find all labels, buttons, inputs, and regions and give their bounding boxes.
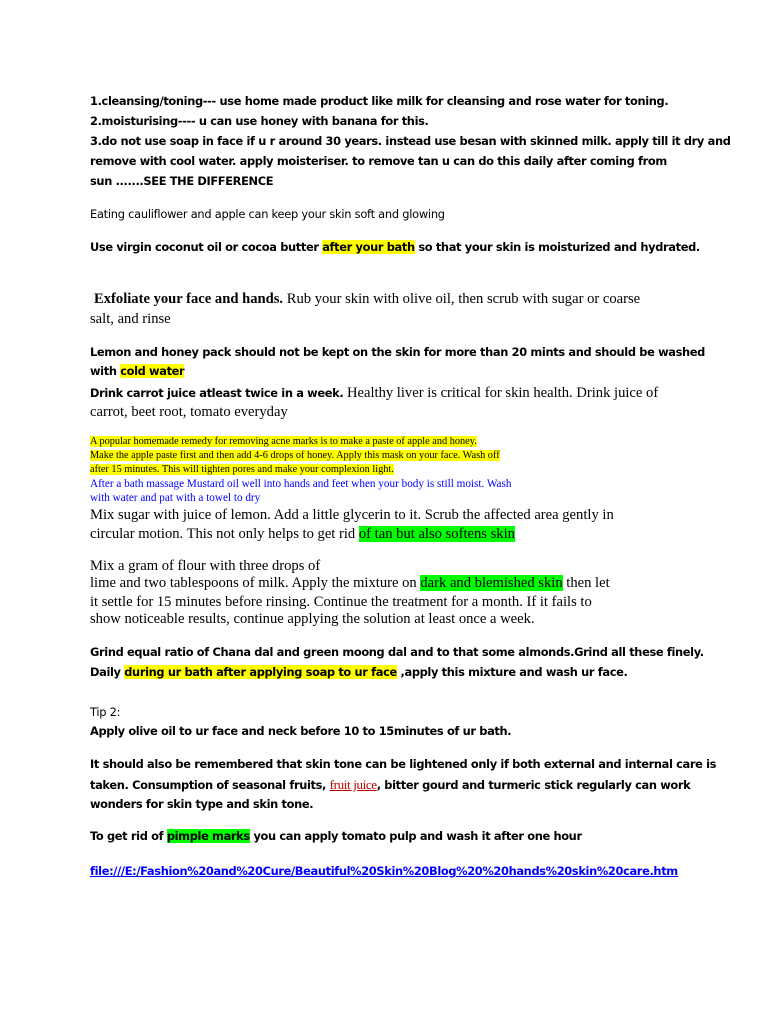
skin-tone-text-end: , bitter gourd and turmeric stick regularly can work [376, 778, 691, 792]
acne-highlight-1: A popular homemade remedy for removing acne marks is to make a paste of apple and honey. [90, 436, 477, 447]
tip-sugar-lemon-line1: Mix sugar with juice of lemon. Add a little glycerin to it. Scrub the affected area gently in [90, 507, 614, 523]
acne-highlight-3: after 15 minutes. This will tighten pores and make your complexion light. [90, 464, 394, 475]
file-link[interactable]: file:///E:/Fashion%20and%20Cure/Beautiful%20Skin%20Blog%20%20hands%20skin%20care.htm [90, 864, 678, 878]
tip-acne-line3 [90, 464, 394, 475]
sugar-lemon-text: circular motion. This not only helps to get rid [90, 526, 359, 542]
tip-flour-line3: it settle for 15 minutes before rinsing. Continue the treatment for a month. If it fails to [90, 594, 592, 610]
tip-exfoliate-line2: salt, and rinse [90, 311, 171, 327]
tip-carrot-line2: carrot, beet root, tomato everyday [90, 404, 288, 420]
tip-sugar-lemon-line2 [90, 526, 515, 543]
tip-mustard-line1: After a bath massage Mustard oil well into hands and feet when your body is still moist. Wash [90, 478, 512, 490]
coconut-text-end: so that your skin is moisturized and hydrated. [414, 240, 700, 254]
tip2-text: Apply olive oil to ur face and neck before 10 to 15minutes of ur bath. [90, 724, 512, 738]
tip-soap-line2: remove with cool water. apply moisteriser. to remove tan u can do this daily after coming from [90, 154, 667, 168]
tip-skin-tone-line1: It should also be remembered that skin tone can be lightened only if both external and internal care is [90, 757, 717, 771]
flour-text-start: lime and two tablespoons of milk. Apply the mixture on [90, 575, 421, 591]
tip-mustard-line2: with water and pat with a towel to dry [90, 492, 261, 504]
dal-highlight: during ur bath after applying soap to ur face [124, 665, 397, 679]
tip-lemon-honey-line2 [90, 364, 184, 378]
tip-skin-tone-line3: wonders for skin type and skin tone. [90, 797, 314, 811]
exfoliate-text: Rub your skin with olive oil, then scrub with sugar or coarse [283, 291, 641, 307]
flour-highlight: dark and blemished skin [420, 575, 563, 591]
tip-carrot-line1 [90, 384, 658, 402]
carrot-bold: Drink carrot juice atleast twice in a week. [90, 386, 344, 400]
tip-dal-line1: Grind equal ratio of Chana dal and green moong dal and to that some almonds.Grind all these finely. [90, 645, 704, 659]
coconut-highlight: after your bath [322, 240, 415, 254]
tip-skin-tone-line2 [90, 777, 690, 793]
tip-flour-line1: Mix a gram of flour with three drops of [90, 558, 321, 574]
lemon-honey-highlight: cold water [120, 364, 185, 378]
tip-dal-line2 [90, 665, 627, 679]
fruit-juice-link[interactable]: fruit juice [329, 777, 377, 792]
dal-text-start: Daily [90, 665, 125, 679]
lemon-honey-text: with [90, 364, 121, 378]
tip-soap-line1: 3.do not use soap in face if u r around 30 years. instead use besan with skinned milk. apply till it dry and [90, 134, 731, 148]
tip-flour-line2 [90, 575, 610, 592]
tip-pimple [90, 829, 582, 843]
coconut-text-start: Use virgin coconut oil or cocoa butter [90, 240, 323, 254]
tip-soap-line3: sun .......SEE THE DIFFERENCE [90, 174, 274, 188]
skin-tone-text-start: taken. Consumption of seasonal fruits, [90, 778, 330, 792]
pimple-text-start: To get rid of [90, 829, 167, 843]
tip2-label: Tip 2: [90, 705, 121, 719]
tip-cleansing: 1.cleansing/toning--- use home made product like milk for cleansing and rose water for toning. [90, 94, 669, 108]
tip-acne-line2 [90, 450, 500, 461]
dal-text-end: ,apply this mixture and wash ur face. [396, 665, 628, 679]
tip-moisturising: 2.moisturising---- u can use honey with banana for this. [90, 114, 429, 128]
tip-flour-line4: show noticeable results, continue applying the solution at least once a week. [90, 611, 535, 627]
tip-exfoliate-line1 [94, 291, 640, 308]
acne-highlight-2: Make the apple paste first and then add 4-6 drops of honey. Apply this mask on your face. Wash off [90, 450, 500, 461]
pimple-highlight: pimple marks [166, 829, 250, 843]
tip-cauliflower: Eating cauliflower and apple can keep your skin soft and glowing [90, 207, 445, 221]
sugar-lemon-highlight: of tan but also softens skin [358, 526, 515, 542]
carrot-text: Healthy liver is critical for skin health. Drink juice of [343, 385, 659, 401]
flour-text-end: then let [562, 575, 610, 591]
exfoliate-bold: Exfoliate your face and hands. [94, 291, 284, 307]
tip-acne-line1 [90, 436, 477, 447]
pimple-text-end: you can apply tomato pulp and wash it after one hour [249, 829, 582, 843]
tip-lemon-honey-line1: Lemon and honey pack should not be kept on the skin for more than 20 mints and should be washed [90, 345, 705, 359]
tip-coconut [90, 240, 700, 254]
